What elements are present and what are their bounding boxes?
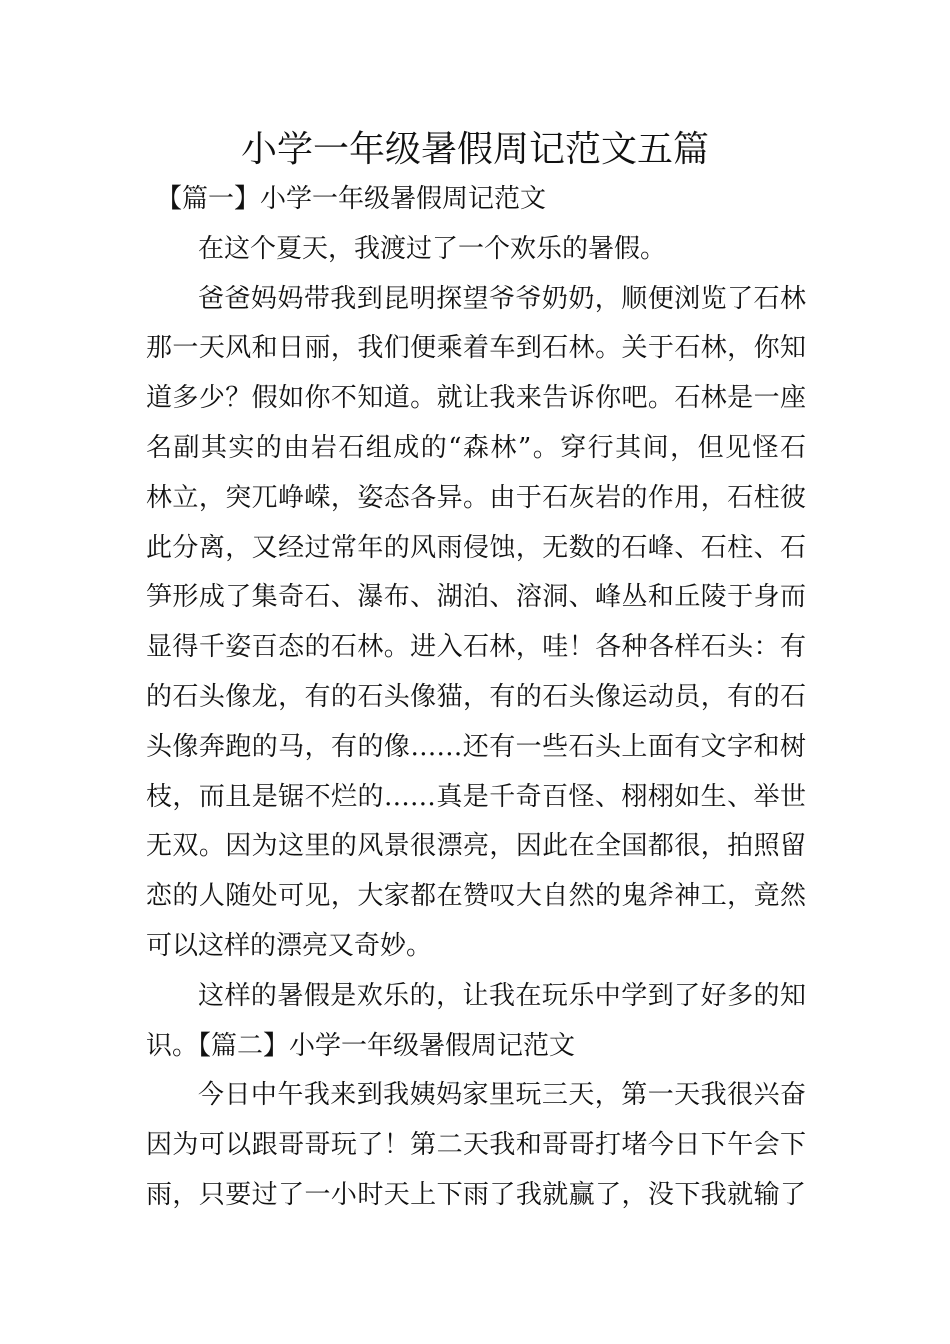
text-line: 头像奔跑的马，有的像……还有一些石头上面有文字和树 <box>146 731 806 762</box>
text-line: 因为可以跟哥哥玩了！第二天我和哥哥打堵今日下午会下 <box>146 1130 806 1161</box>
text-line: 名副其实的由岩石组成的“森林”。穿行其间，但见怪石 <box>146 432 806 463</box>
text-line: 无双。因为这里的风景很漂亮，因此在全国都很，拍照留 <box>146 831 806 862</box>
text-line: 爸爸妈妈带我到昆明探望爷爷奶奶，顺便浏览了石林 <box>198 283 806 314</box>
text-line: 的石头像龙，有的石头像猫，有的石头像运动员，有的石 <box>146 681 806 712</box>
text-line: 恋的人随处可见，大家都在赞叹大自然的鬼斧神工，竟然 <box>146 881 806 912</box>
text-line: 林立，突兀峥嵘，姿态各异。由于石灰岩的作用，石柱彼 <box>146 482 806 513</box>
text-line: 笋形成了集奇石、瀑布、湖泊、溶洞、峰丛和丘陵于身而 <box>146 582 806 613</box>
text-line: 显得千姿百态的石林。进入石林，哇！各种各样石头：有 <box>146 632 806 663</box>
text-line: 此分离，又经过常年的风雨侵蚀，无数的石峰、石柱、石 <box>146 532 806 563</box>
text-line: 可以这样的漂亮又奇妙。 <box>146 930 433 961</box>
document-title: 小学一年级暑假周记范文五篇 <box>240 129 709 170</box>
text-line: 【篇一】小学一年级暑假周记范文 <box>156 184 547 214</box>
text-line: 这样的暑假是欢乐的，让我在玩乐中学到了好多的知 <box>198 980 806 1011</box>
text-line: 雨，只要过了一小时天上下雨了我就赢了，没下我就输了 <box>146 1179 806 1210</box>
text-line: 在这个夏天，我渡过了一个欢乐的暑假。 <box>198 233 667 264</box>
text-line: 枝，而且是锯不烂的……真是千奇百怪、栩栩如生、举世 <box>146 781 806 812</box>
text-line: 道多少？假如你不知道。就让我来告诉你吧。石林是一座 <box>146 383 806 414</box>
text-line: 那一天风和日丽，我们便乘着车到石林。关于石林，你知 <box>146 333 806 364</box>
text-line: 识。【篇二】小学一年级暑假周记范文 <box>146 1030 576 1061</box>
document-body <box>146 175 806 1221</box>
text-line: 今日中午我来到我姨妈家里玩三天，第一天我很兴奋 <box>198 1080 806 1111</box>
